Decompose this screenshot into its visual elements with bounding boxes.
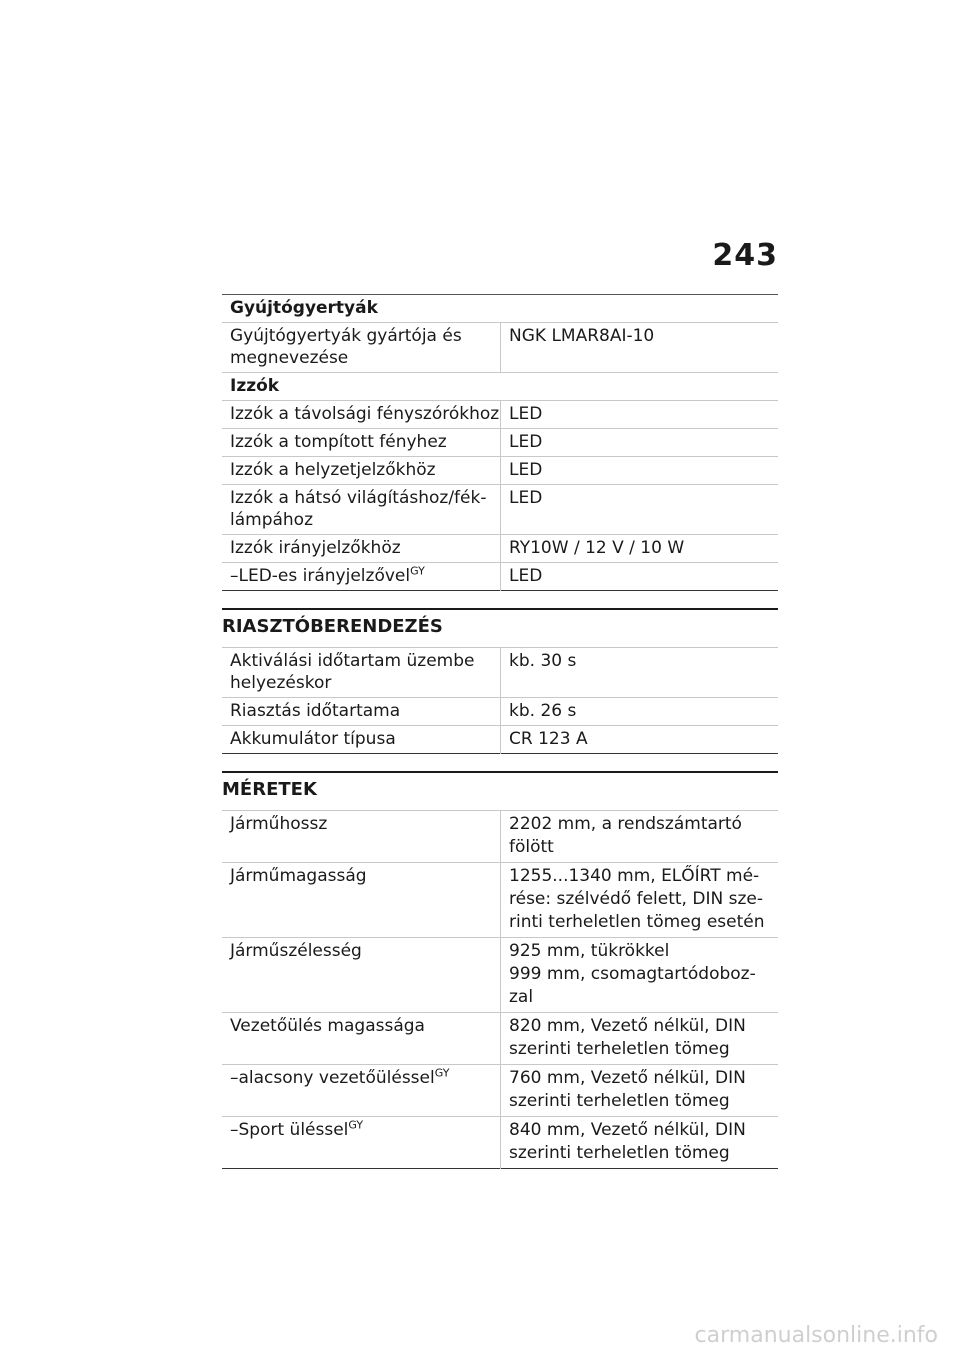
row-value: 760 mm, Vezető nélkül, DIN szerinti terheletlen tömeg <box>501 1065 779 1117</box>
table-row <box>222 429 778 457</box>
bulbs-heading: Izzók <box>230 376 280 396</box>
footnote-marker: GY <box>348 1118 364 1132</box>
row-value: LED <box>501 429 779 457</box>
row-value: LED <box>501 457 779 485</box>
table-heading-row <box>222 295 778 323</box>
watermark-brand: carmanualsonline.info <box>694 1323 938 1348</box>
table-row <box>222 811 778 863</box>
table-row <box>222 401 778 429</box>
row-value: NGK LMAR8AI-10 <box>501 323 779 373</box>
footnote-marker: GY <box>410 564 425 578</box>
table-row <box>222 1117 778 1169</box>
row-value: LED <box>501 401 779 429</box>
row-value-line: 925 mm, tükrökkel <box>509 941 670 961</box>
row-label: Izzók a helyzetjelzőkhöz <box>230 460 436 480</box>
row-label-text: –Sport üléssel <box>230 1120 349 1140</box>
row-label <box>222 563 501 591</box>
row-label: Vezetőülés magassága <box>230 1016 425 1036</box>
row-label <box>222 1065 501 1117</box>
table-heading-row <box>222 373 778 401</box>
row-label-text: –LED-es irányjelzővel <box>230 566 411 586</box>
dimensions-section-title: MÉRETEK <box>222 771 778 811</box>
table-row <box>222 535 778 563</box>
alarm-section-title: RIASZTÓBERENDEZÉS <box>222 608 778 648</box>
footnote-marker: GY <box>434 1066 450 1080</box>
row-label: Járműmagasság <box>230 866 367 886</box>
row-label: Gyújtógyertyák gyártója és megnevezése <box>230 326 462 368</box>
row-value: RY10W / 12 V / 10 W <box>501 535 779 563</box>
table-row <box>222 648 778 698</box>
row-label: Izzók a távolsági fényszórókhoz <box>230 404 500 424</box>
row-value: LED <box>501 563 779 591</box>
row-label <box>222 1117 501 1169</box>
table-row <box>222 457 778 485</box>
spark-plugs-heading: Gyújtógyertyák <box>230 298 378 318</box>
row-label: Izzók irányjelzőkhöz <box>230 538 401 558</box>
row-value: 820 mm, Vezető nélkül, DIN szerinti terheletlen tömeg <box>501 1013 779 1065</box>
row-label: Járműszélesség <box>230 941 362 961</box>
dimensions-table <box>222 811 778 1169</box>
row-value: CR 123 A <box>501 726 779 754</box>
row-value: 2202 mm, a rendszámtartó fölött <box>501 811 779 863</box>
page-number: 243 <box>712 238 778 273</box>
row-label: Izzók a tompított fényhez <box>230 432 447 452</box>
table-row <box>222 485 778 535</box>
row-label: Izzók a hátsó világításhoz/fék-lámpához <box>230 488 487 530</box>
table-row <box>222 323 778 373</box>
row-value <box>501 938 779 1013</box>
row-value: LED <box>501 485 779 535</box>
table-row <box>222 726 778 754</box>
row-label: Aktiválási időtartam üzembe helyezéskor <box>230 651 475 693</box>
row-value: 840 mm, Vezető nélkül, DIN szerinti terheletlen tömeg <box>501 1117 779 1169</box>
table-row <box>222 1065 778 1117</box>
spec-content <box>222 294 778 1169</box>
row-label: Járműhossz <box>230 814 328 834</box>
table-row <box>222 563 778 591</box>
table-row <box>222 938 778 1013</box>
row-value: kb. 30 s <box>501 648 779 698</box>
row-label: Akkumulátor típusa <box>230 729 396 749</box>
alarm-table <box>222 648 778 754</box>
row-value: kb. 26 s <box>501 698 779 726</box>
row-value-line: 999 mm, csomagtartódoboz-zal <box>509 964 756 1007</box>
table-row <box>222 698 778 726</box>
table-row <box>222 863 778 938</box>
row-value: 1255...1340 mm, ELŐÍRT mé-rése: szélvédő felett, DIN sze-rinti terheletlen tömeg esetén <box>501 863 779 938</box>
row-label: Riasztás időtartama <box>230 701 401 721</box>
spark-plugs-table <box>222 294 778 591</box>
table-row <box>222 1013 778 1065</box>
row-label-text: –alacsony vezetőüléssel <box>230 1068 435 1088</box>
